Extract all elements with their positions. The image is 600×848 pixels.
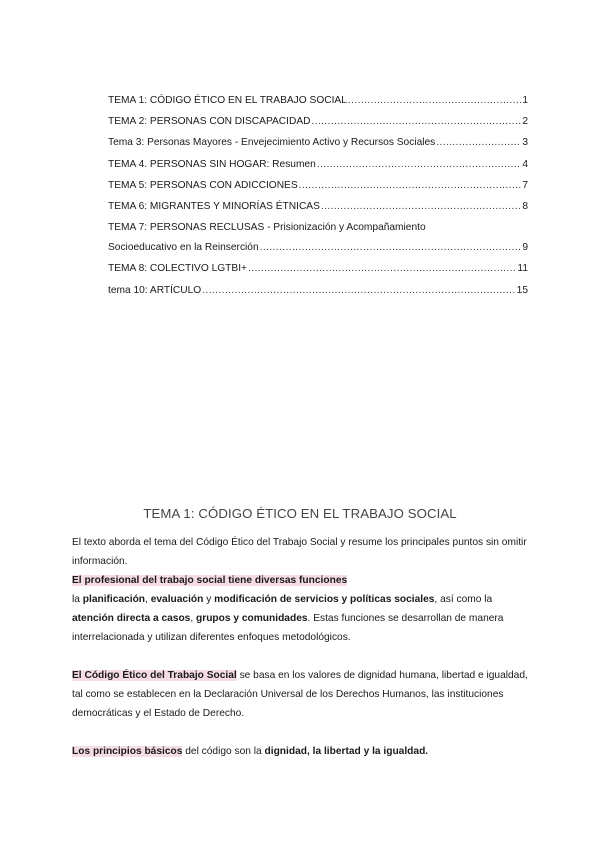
bold-text: grupos y comunidades <box>196 613 308 624</box>
toc-page-number: 9 <box>522 242 528 254</box>
toc-entry-label: Tema 3: Personas Mayores - Envejecimiento Activo y Recursos Sociales <box>108 137 436 149</box>
toc-entry-label: tema 10: ARTÍCULO <box>108 284 202 296</box>
principles-paragraph <box>72 742 530 761</box>
text-run: la <box>72 594 83 605</box>
toc-leader-dots <box>436 136 521 149</box>
toc-entry-tema-5[interactable] <box>108 179 528 192</box>
toc-page-number: 3 <box>522 137 528 149</box>
bold-text: planificación <box>82 594 146 605</box>
toc-entry-tema-2[interactable] <box>108 115 528 128</box>
toc-entry-tema-6[interactable] <box>108 200 528 213</box>
section-body <box>72 533 530 761</box>
toc-leader-dots <box>321 200 521 213</box>
toc-entry-label: TEMA 4. PERSONAS SIN HOGAR: Resumen <box>108 158 316 170</box>
text-run: se basa en los valores de dignidad humana, libertad e igualdad, tal como se establecen en la Declaración Universal de los Derechos Humanos, las instituciones democráticas y el Estado de Derecho. <box>72 670 528 719</box>
toc-leader-dots <box>348 94 521 107</box>
toc-entry-label: TEMA 6: MIGRANTES Y MINORÍAS ÉTNICAS <box>108 200 320 212</box>
toc-page-number: 11 <box>517 263 528 275</box>
paragraph-gap <box>72 647 530 666</box>
toc-entry-tema-10[interactable] <box>108 284 528 297</box>
toc-entry-tema-8[interactable] <box>108 262 528 275</box>
toc-entry-tema-7[interactable] <box>108 221 528 254</box>
toc-entry-tema-1[interactable] <box>108 94 528 107</box>
text-run: y <box>203 594 215 605</box>
text-run: , <box>190 613 197 624</box>
toc-leader-dots <box>202 284 515 297</box>
toc-entry-label: TEMA 5: PERSONAS CON ADICCIONES <box>108 179 298 191</box>
text-run: , <box>145 594 151 605</box>
toc-leader-dots <box>260 241 522 254</box>
toc-page-number: 8 <box>522 200 528 212</box>
bold-text: atención directa a casos <box>72 613 191 624</box>
highlighted-heading: El profesional del trabajo social tiene diversas funciones <box>72 575 348 586</box>
toc-page-number: 4 <box>522 158 528 170</box>
toc-page-number: 1 <box>522 95 528 106</box>
bold-text: evaluación <box>150 594 204 605</box>
text-run: . Estas funciones se desarrollan de manera interrelacionada y utilizan diferentes enfoques metodológicos. <box>72 613 504 643</box>
toc-leader-dots <box>311 115 521 128</box>
text-run: , así como la <box>434 594 493 605</box>
toc-entry-label: TEMA 7: PERSONAS RECLUSAS - Prisionización y Acompañamiento <box>108 222 426 234</box>
bold-text: dignidad, la libertad y la igualdad. <box>264 746 429 757</box>
highlighted-term: Los principios básicos <box>72 746 183 757</box>
highlighted-term: El Código Ético del Trabajo Social <box>72 670 237 681</box>
table-of-contents <box>108 94 528 305</box>
toc-leader-dots <box>299 179 522 192</box>
toc-entry-label-continued <box>108 241 528 254</box>
bold-text: modificación de servicios y políticas sociales <box>214 594 435 605</box>
toc-page-number: 15 <box>516 284 528 296</box>
toc-entry-label: TEMA 1: CÓDIGO ÉTICO EN EL TRABAJO SOCIAL <box>108 95 347 106</box>
section-heading: TEMA 1: CÓDIGO ÉTICO EN EL TRABAJO SOCIAL <box>143 506 457 521</box>
toc-entry-tema-4[interactable] <box>108 158 528 171</box>
toc-leader-dots <box>248 262 516 275</box>
text-run: del código son la <box>182 746 265 757</box>
paragraph-gap <box>72 723 530 742</box>
toc-leader-dots <box>317 158 522 171</box>
toc-entry-tema-3[interactable] <box>108 136 528 149</box>
toc-entry-label: TEMA 8: COLECTIVO LGTBI+ <box>108 263 247 275</box>
intro-paragraph: El texto aborda el tema del Código Ético del Trabajo Social y resume los principales puntos sin omitir información. <box>72 537 527 567</box>
toc-page-number: 2 <box>522 116 528 128</box>
toc-entry-label-line2: Socioeducativo en la Reinserción <box>108 242 259 254</box>
code-values-paragraph <box>72 666 530 723</box>
toc-entry-label: TEMA 2: PERSONAS CON DISCAPACIDAD <box>108 116 311 128</box>
toc-page-number: 7 <box>522 179 528 191</box>
functions-paragraph <box>72 571 530 647</box>
